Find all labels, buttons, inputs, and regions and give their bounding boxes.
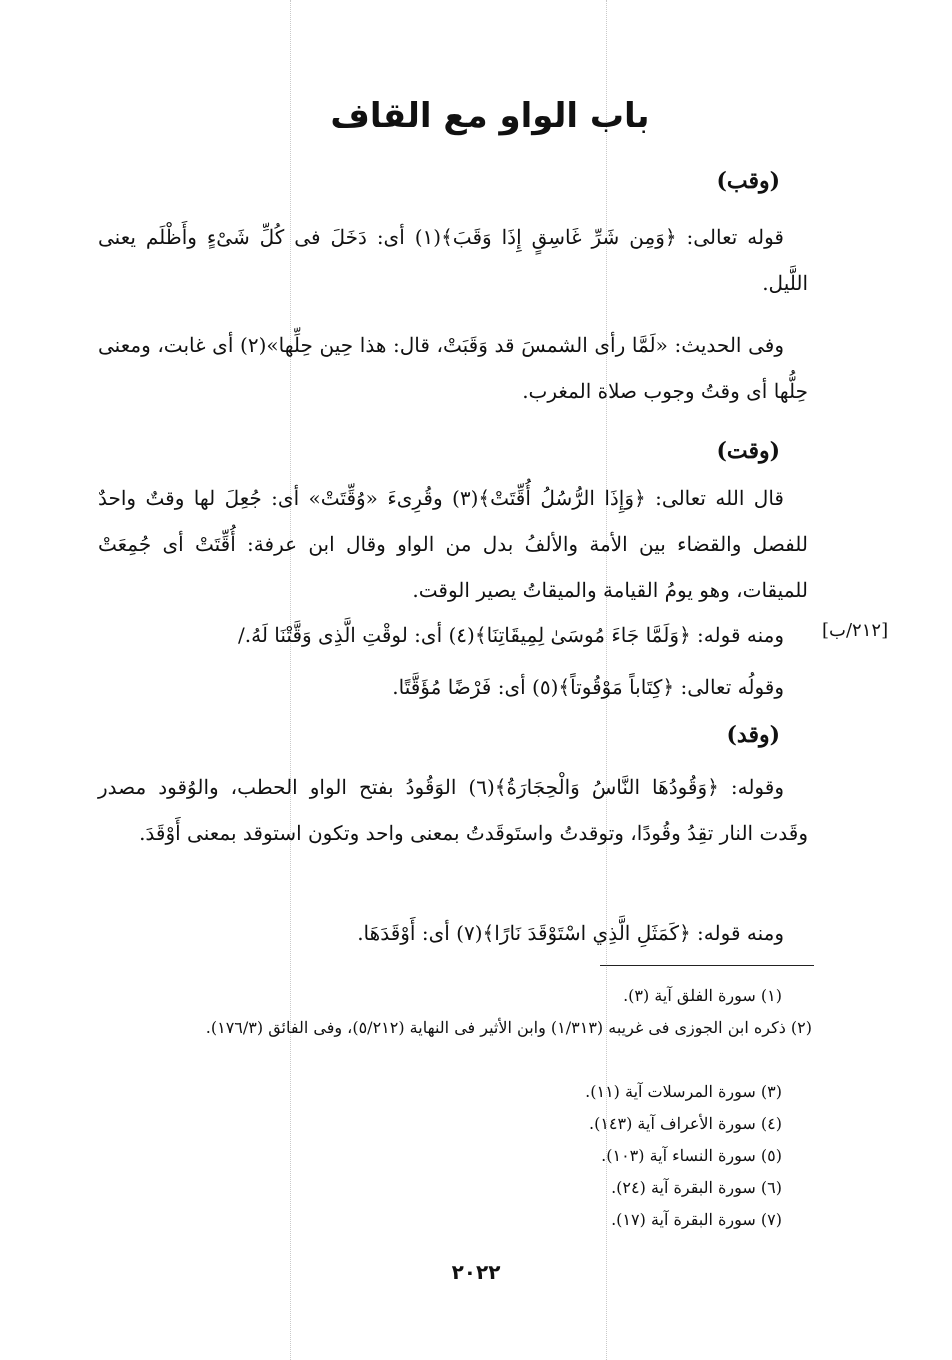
- footnote: (٤) سورة الأعراف آية (١٤٣).: [588, 1114, 782, 1133]
- footnote: (٣) سورة المرسلات آية (١١).: [585, 1082, 782, 1101]
- paragraph-text: وقولُه تعالى: ﴿كِتَاباً مَوْقُوتاً﴾(٥) أى: فَرْضًا مُؤَقَّتًا.: [392, 675, 784, 699]
- paragraph-text: ومنه قوله: ﴿كَمَثَلِ الَّذِي اسْتَوْقَدَ نَارًا﴾(٧) أى: أَوْقَدَهَا.: [357, 921, 784, 945]
- paragraph: [98, 475, 808, 613]
- footnote: (٦) سورة البقرة آية (٢٤).: [611, 1178, 782, 1197]
- paragraph-text: ومنه قوله: ﴿وَلَمَّا جَاءَ مُوسَىٰ لِمِيقَاتِنَا﴾(٤) أى: لوقْتِ الَّذِى وَقَّتْنَا لَهُ./: [238, 623, 784, 647]
- paragraph-text: قوله تعالى: ﴿وَمِن شَرِّ غَاسِقٍ إِذَا وَقَبَ﴾(١) أى: دَخَلَ فى كُلِّ شَىْءٍ وأَظْلَم يعنى اللَّيل.: [98, 225, 808, 295]
- section-heading-waqt: (وقت): [716, 438, 780, 464]
- margin-note: [٢١٢/ب]: [822, 620, 889, 641]
- paragraph: [98, 214, 808, 306]
- paragraph: [98, 664, 808, 710]
- footnote: (١) سورة الفلق آية (٣).: [623, 986, 782, 1005]
- paragraph: [98, 612, 808, 658]
- page-number: ٢٠٢٢: [451, 1260, 501, 1284]
- paragraph: [98, 322, 808, 414]
- paragraph: [98, 910, 808, 956]
- footnote-separator: [600, 965, 814, 966]
- paragraph-text: وفى الحديث: «لَمَّا رأى الشمسَ قد وَقَبَتْ، قال: هذا حِين حِلِّها»(٢) أى غابت، ومعنى حِلُّها أى وقتُ وجوب صلاة المغرب.: [98, 333, 808, 403]
- footnote: (٢) ذكره ابن الجوزى فى غريبه (١/٣١٣) وابن الأثير فى النهاية (٥/٢١٢)، وفى الفائق (١٧٦/٣).: [205, 1018, 812, 1037]
- paragraph: [98, 764, 808, 856]
- section-heading-waqd: (وقد): [726, 722, 780, 748]
- page-title: باب الواو مع القاف: [330, 96, 650, 136]
- paragraph-text: وقوله: ﴿وَقُودُهَا النَّاسُ وَالْحِجَارَةُ﴾(٦) الوَقُودُ بفتح الواو الحطب، والوُقود مصدر وقَدت النار تقِدُ وقُودًا، وتوقدتُ واستَوقَدتُ بمعنى واحد وتكون استوقد بمعنى أَوْقَدَ.: [98, 775, 808, 845]
- footnote: (٥) سورة النساء آية (١٠٣).: [601, 1146, 782, 1165]
- section-heading-waqab: (وقب): [716, 168, 780, 194]
- footnote: (٧) سورة البقرة آية (١٧).: [611, 1210, 782, 1229]
- paragraph-text: قال الله تعالى: ﴿وَإِذَا الرُّسُلُ أُقِّتَتْ﴾(٣) وقُرِىءَ «وُقِّتَتْ» أى: جُعِلَ لها وقتٌ واحدٌ للفصل والقضاء بين الأمة والألفُ بدل من الواو وقال ابن عرفة: أُقِّتَتْ أى جُمِعَتْ للميقات، وهو يومُ القيامة والميقاتُ يصير الوقت.: [98, 486, 808, 602]
